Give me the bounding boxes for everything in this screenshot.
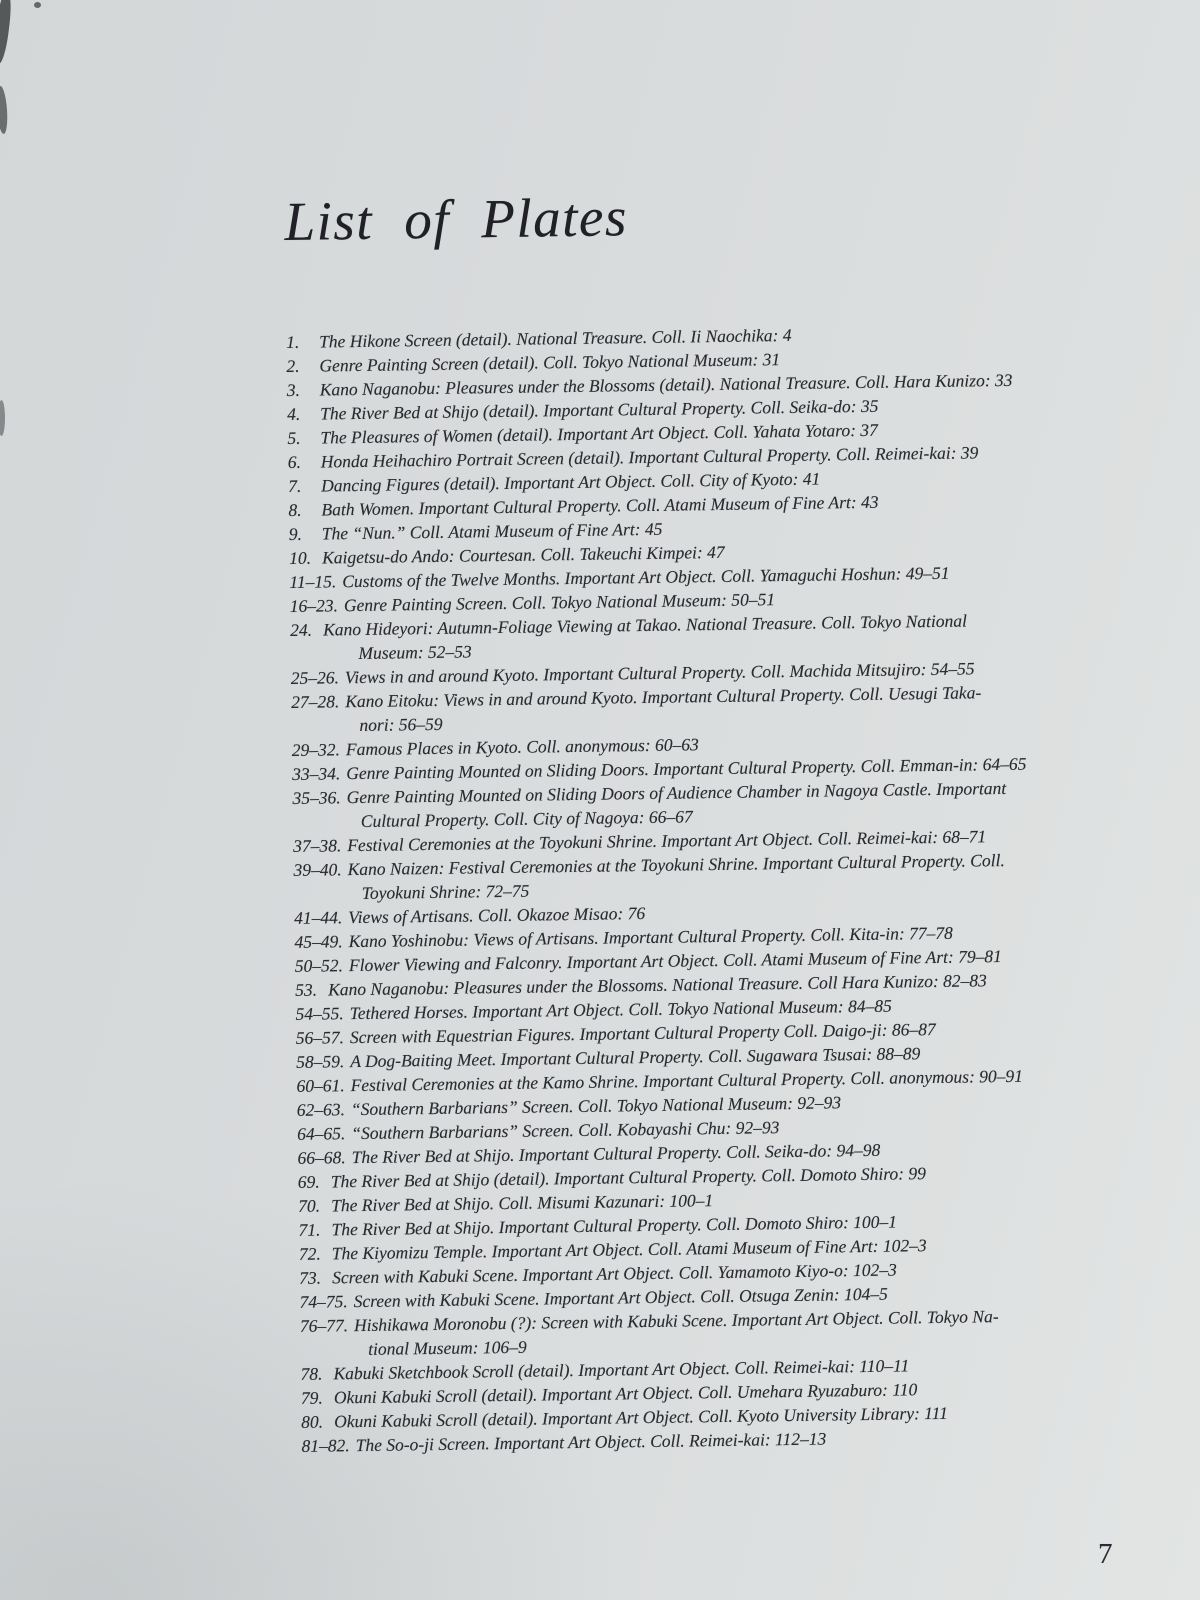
plate-number: 10. (288, 547, 312, 568)
plate-number: 56–57. (295, 1027, 345, 1048)
plate-number: 39–40. (293, 859, 342, 880)
page-title: List of Plates (284, 186, 629, 252)
plate-title-text: Okuni Kabuki Scroll (detail). Important Art Object. Coll. Umehara Ryuzaburo: 110 (333, 1379, 918, 1408)
plate-title-text: Bath Women. Important Cultural Property. Coll. Atami Museum of Fine Art: 43 (321, 491, 879, 520)
plate-title-text: Tethered Horses. Important Art Object. Coll. Tokyo National Museum: 84–85 (349, 995, 892, 1024)
plate-number: 11–15. (289, 571, 337, 592)
plate-number: 80. (301, 1411, 324, 1432)
scan-edge-artifact (0, 400, 5, 436)
scan-speck (34, 2, 41, 8)
plate-number: 8. (288, 499, 302, 520)
plate-title-text: Honda Heihachiro Portrait Screen (detail). Important Cultural Property. Coll. Reimei-kai: 39 (320, 442, 979, 472)
plate-number: 50–52. (294, 955, 344, 976)
plate-title-text: Screen with Equestrian Figures. Important Cultural Property Coll. Daigo-ji: 86–87 (349, 1018, 936, 1048)
plate-title-text: Genre Painting Screen. Coll. Tokyo National Museum: 50–51 (343, 589, 776, 616)
plate-title-continuation-text: tional Museum: 106–9 (368, 1336, 527, 1359)
plate-number: 78. (300, 1363, 323, 1384)
plate-number: 7. (287, 475, 302, 496)
plate-number: 16–23. (289, 595, 339, 616)
plate-title-text: A Dog-Baiting Meet. Important Cultural Property. Coll. Sugawara Tsusai: 88–89 (350, 1043, 921, 1072)
plate-number: 25–26. (290, 667, 340, 688)
plate-title-text: The River Bed at Shijo. Coll. Misumi Kazunari: 100–1 (331, 1190, 714, 1216)
plate-title-text: Screen with Kabuki Scene. Important Art Object. Coll. Yamamoto Kiyo-o: 102–3 (332, 1259, 897, 1288)
plate-number: 29–32. (291, 739, 341, 760)
plate-number: 60–61. (296, 1075, 345, 1096)
plate-title-text: Okuni Kabuki Scroll (detail). Important Art Object. Coll. Kyoto University Library: 111 (334, 1402, 949, 1432)
plate-title-text: Kano Hideyori: Autumn-Foliage Viewing at Takao. National Treasure. Coll. Tokyo National (323, 610, 968, 640)
plate-number: 64–65. (297, 1123, 346, 1144)
plate-title-continuation-text: Museum: 52–53 (358, 641, 472, 664)
plate-number: 5. (287, 427, 301, 448)
plate-number: 72. (298, 1243, 321, 1264)
plate-number: 27–28. (291, 691, 340, 712)
plate-number: 69. (297, 1171, 320, 1192)
plate-title-text: The River Bed at Shijo (detail). Important Cultural Property. Coll. Seika-do: 35 (319, 395, 879, 424)
plate-title-text: Kaigetsu-do Ando: Courtesan. Coll. Takeuchi Kimpei: 47 (321, 541, 725, 568)
plate-number: 33–34. (292, 763, 341, 784)
plate-title-text: Views in and around Kyoto. Important Cultural Property. Coll. Machida Mitsujiro: 54–55 (344, 658, 975, 688)
plate-number: 62–63. (296, 1099, 346, 1120)
plate-number: 58–59. (296, 1051, 345, 1072)
plate-title-text: The Hikone Screen (detail). National Treasure. Coll. Ii Naochika: 4 (318, 324, 792, 352)
plate-title-text: Kano Yoshinobu: Views of Artisans. Important Cultural Property. Coll. Kita-in: 77–78 (348, 922, 953, 952)
plate-title-text: The So-o-ji Screen. Important Art Object. Coll. Reimei-kai: 112–13 (355, 1428, 827, 1456)
plate-title-text: Dancing Figures (detail). Important Art Object. Coll. City of Kyoto: 41 (320, 468, 821, 496)
plate-title-text: Flower Viewing and Falconry. Important Art Object. Coll. Atami Museum of Fine Art: 79–81 (348, 946, 1002, 976)
plate-title-text: Kano Naganobu: Pleasures under the Blossoms (detail). National Treasure. Coll. Hara Kunizo: 33 (319, 369, 1013, 400)
plate-title-text: Views of Artisans. Coll. Okazoe Misao: 76 (348, 903, 646, 928)
plate-number: 4. (286, 403, 301, 424)
plate-number: 35–36. (292, 787, 341, 808)
plate-title-text: The River Bed at Shijo. Important Cultural Property. Coll. Domoto Shiro: 100–1 (331, 1211, 898, 1240)
plate-title-text: Festival Ceremonies at the Toyokuni Shrine. Important Art Object. Coll. Reimei-kai: 68–71 (347, 826, 987, 856)
scan-edge-artifact (0, 86, 9, 135)
plate-number: 3. (286, 379, 301, 400)
plate-number: 71. (298, 1219, 321, 1240)
plate-title-text: The Pleasures of Women (detail). Important Art Object. Coll. Yahata Yotaro: 37 (320, 419, 878, 448)
plate-number: 79. (300, 1387, 323, 1408)
plate-title-text: Genre Painting Screen (detail). Coll. Tokyo National Museum: 31 (319, 349, 781, 376)
plate-title-continuation-text: Toyokuni Shrine: 72–75 (361, 880, 530, 903)
plate-title-text: The River Bed at Shijo (detail). Important Cultural Property. Coll. Domoto Shiro: 99 (330, 1163, 927, 1192)
plate-title-text: Hishikawa Moronobu (?): Screen with Kabuki Scene. Important Art Object. Coll. Tokyo Na- (353, 1306, 999, 1336)
plate-number: 2. (286, 355, 300, 376)
plate-title-text: The “Nun.” Coll. Atami Museum of Fine Art: 45 (321, 518, 663, 544)
plate-number: 9. (288, 523, 303, 544)
plate-number: 6. (287, 451, 302, 472)
scan-edge-artifact (0, 0, 13, 65)
plate-number: 70. (298, 1195, 321, 1216)
plate-title-text: Kano Naizen: Festival Ceremonies at the Toyokuni Shrine. Important Cultural Property. Coll. (347, 850, 1005, 880)
plate-title-text: The River Bed at Shijo. Important Cultural Property. Coll. Seika-do: 94–98 (351, 1139, 881, 1168)
plate-title-text: Screen with Kabuki Scene. Important Art Object. Coll. Otsuga Zenin: 104–5 (353, 1283, 888, 1312)
plate-number: 73. (299, 1267, 322, 1288)
plate-number: 24. (290, 619, 313, 640)
plate-number: 66–68. (297, 1147, 346, 1168)
plate-title-text: Genre Painting Mounted on Sliding Doors. Important Cultural Property. Coll. Emman-in: 64–65 (346, 753, 1027, 784)
page-content (284, 178, 1142, 1458)
plate-number: 81–82. (301, 1435, 350, 1456)
plate-title-text: Festival Ceremonies at the Kamo Shrine. Important Cultural Property. Coll. anonymous: 90–91 (350, 1065, 1024, 1096)
plate-number: 45–49. (294, 931, 343, 952)
plate-title-text: Famous Places in Kyoto. Coll. anonymous: 60–63 (345, 734, 699, 760)
plate-number: 54–55. (295, 1003, 344, 1024)
plate-number: 76–77. (299, 1315, 349, 1336)
plate-title-text: Customs of the Twelve Months. Important Art Object. Coll. Yamaguchi Hoshun: 49–51 (342, 562, 950, 592)
plate-title-continuation-text: Cultural Property. Coll. City of Nagoya: 66–67 (360, 806, 693, 831)
plate-title-continuation-text: nori: 56–59 (359, 713, 443, 735)
plate-number: 41–44. (294, 907, 343, 928)
plate-number: 1. (285, 331, 300, 352)
page-number: 7 (1098, 1538, 1113, 1570)
plate-number: 74–75. (299, 1291, 348, 1312)
plate-title-text: “Southern Barbarians” Screen. Coll. Tokyo National Museum: 92–93 (350, 1092, 842, 1120)
plate-number: 53. (295, 979, 318, 1000)
plate-title-text: Kano Eitoku: Views in and around Kyoto. Important Cultural Property. Coll. Uesugi Taka- (345, 682, 982, 712)
plate-title-text: “Southern Barbarians” Screen. Coll. Kobayashi Chu: 92–93 (351, 1117, 780, 1144)
plate-title-text: The Kiyomizu Temple. Important Art Object. Coll. Atami Museum of Fine Art: 102–3 (331, 1235, 927, 1264)
plate-title-text: Kano Naganobu: Pleasures under the Blossoms. National Treasure. Coll Hara Kunizo: 82–83 (328, 970, 987, 1000)
plate-number: 37–38. (293, 835, 342, 856)
plate-title-text: Genre Painting Mounted on Sliding Doors of Audience Chamber in Nagoya Castle. Important (346, 777, 1007, 808)
plates-list (286, 318, 1142, 1458)
plate-title-text: Kabuki Sketchbook Scroll (detail). Important Art Object. Coll. Reimei-kai: 110–11 (333, 1355, 910, 1384)
